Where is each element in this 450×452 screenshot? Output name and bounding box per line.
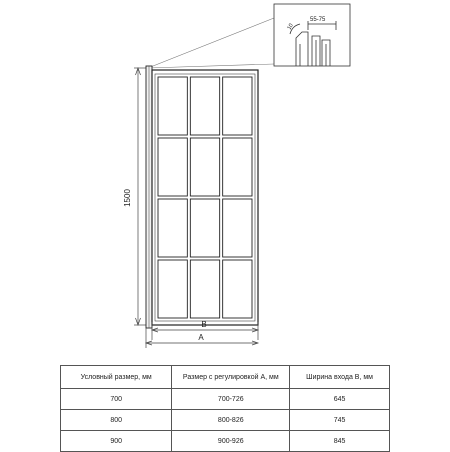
size-table bbox=[60, 365, 390, 452]
table-header-adjust: Размер с регулировкой А, мм bbox=[172, 366, 290, 389]
width-label-a: A bbox=[198, 333, 204, 342]
wall-profile bbox=[146, 66, 152, 328]
table-cell: 900 bbox=[61, 431, 172, 452]
detail-leader-lines bbox=[148, 18, 274, 68]
table-cell: 645 bbox=[290, 389, 390, 410]
table-cell: 800-826 bbox=[172, 410, 290, 431]
detail-range-label: 55-75 bbox=[310, 17, 326, 23]
glass-pane bbox=[223, 138, 252, 196]
glass-panel bbox=[152, 70, 258, 325]
table-row bbox=[61, 410, 390, 431]
glass-pane bbox=[223, 260, 252, 318]
glass-pane bbox=[190, 77, 219, 135]
table-header-row bbox=[61, 366, 390, 389]
table-row bbox=[61, 389, 390, 410]
glass-pane bbox=[158, 138, 187, 196]
height-label: 1500 bbox=[123, 189, 132, 207]
profile-detail bbox=[274, 4, 350, 66]
detail-angle-label: 10 bbox=[286, 22, 295, 31]
table-cell: 745 bbox=[290, 410, 390, 431]
table-cell: 700 bbox=[61, 389, 172, 410]
table-row bbox=[61, 431, 390, 452]
table-cell: 845 bbox=[290, 431, 390, 452]
table-cell: 900-926 bbox=[172, 431, 290, 452]
glass-pane bbox=[158, 199, 187, 257]
glass-pane bbox=[223, 77, 252, 135]
glass-pane bbox=[190, 260, 219, 318]
glass-pane bbox=[158, 77, 187, 135]
table-cell: 700-726 bbox=[172, 389, 290, 410]
glass-pane bbox=[158, 260, 187, 318]
glass-pane bbox=[190, 138, 219, 196]
width-label-b: B bbox=[201, 320, 207, 329]
table-cell: 800 bbox=[61, 410, 172, 431]
table-header-nominal: Условный размер, мм bbox=[61, 366, 172, 389]
glass-pane bbox=[223, 199, 252, 257]
table-header-entry: Ширина входа B, мм bbox=[290, 366, 390, 389]
glass-pane bbox=[190, 199, 219, 257]
